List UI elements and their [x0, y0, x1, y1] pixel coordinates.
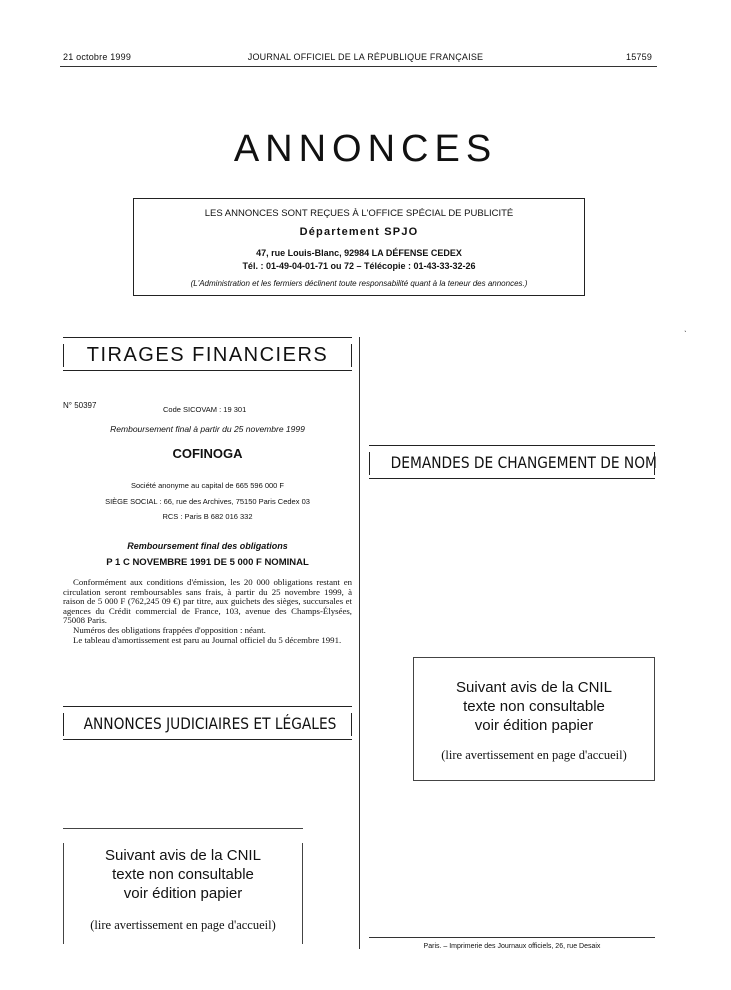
company-headquarters: SIÈGE SOCIAL : 66, rue des Archives, 75150 Paris Cedex 03 [105, 497, 310, 506]
cnil-line: texte non consultable [463, 698, 605, 715]
notice-address: 47, rue Louis-Blanc, 92984 LA DÉFENSE CEDEX [256, 248, 462, 258]
column-divider [359, 337, 360, 949]
cnil-warning: (lire avertissement en page d'accueil) [441, 748, 627, 762]
header-page-number: 15759 [626, 52, 653, 62]
section-heading-annonces [63, 706, 352, 740]
cnil-line: Suivant avis de la CNIL [105, 847, 261, 864]
announcement-body [63, 578, 352, 645]
obligations-title: Remboursement final des obligations [127, 541, 288, 551]
body-paragraph: Numéros des obligations frappées d'opposition : néant. [73, 624, 266, 635]
section-heading-demandes [369, 445, 655, 479]
cnil-line: voir édition papier [474, 717, 594, 734]
page-title: ANNONCES [233, 128, 498, 170]
body-paragraph: Le tableau d'amortissement est paru au Journal officiel du 5 décembre 1991. [73, 634, 342, 645]
obligations-subtitle: P 1 C NOVEMBRE 1991 DE 5 000 F NOMINAL [106, 557, 309, 568]
cnil-line: Suivant avis de la CNIL [456, 679, 612, 696]
cnil-line: texte non consultable [112, 866, 254, 883]
stray-mark: ˋ [684, 330, 687, 339]
cnil-notice-box [413, 657, 655, 781]
printer-imprint: Paris. – Imprimerie des Journaux officiels, 26, rue Desaix [423, 943, 601, 950]
header-date: 21 octobre 1999 [63, 52, 132, 62]
notice-line: LES ANNONCES SONT REÇUES À L'OFFICE SPÉCIAL DE PUBLICITÉ [204, 208, 514, 219]
cnil-warning: (lire avertissement en page d'accueil) [90, 918, 276, 932]
notice-phone: Tél. : 01-49-04-01-71 ou 72 – Télécopie : 01-43-33-32-26 [242, 261, 476, 271]
cnil-notice-box [63, 828, 303, 952]
notice-department: Département SPJO [299, 226, 419, 238]
sicovam-code: Code SICOVAM : 19 301 [163, 405, 247, 414]
reimbursement-date: Remboursement final à partir du 25 novembre 1999 [110, 424, 305, 434]
header-rule [60, 66, 657, 67]
cnil-line: voir édition papier [123, 885, 243, 902]
section-heading-text: ANNONCES JUDICIAIRES ET LÉGALES [83, 714, 337, 733]
footer-rule [369, 937, 655, 938]
announcement-number: N° 50397 [63, 401, 97, 410]
company-capital: Société anonyme au capital de 665 596 000 F [130, 481, 285, 490]
section-heading-tirages: TIRAGES FINANCIERS [63, 337, 352, 371]
notice-disclaimer: (L'Administration et les fermiers déclinent toute responsabilité quant à la teneur des annonces.) [190, 279, 528, 288]
company-rcs: RCS : Paris B 682 016 332 [162, 512, 253, 521]
section-heading-text: DEMANDES DE CHANGEMENT DE NOM [390, 453, 657, 472]
body-paragraph: Conformément aux conditions d'émission, les 20 000 obligations restant en circulation seront remboursables sans frais, à partir du 25 novembre 1999, à raison de 5 000 F (762,245 09 €) par titre, aux guichets des sièges, succursales et agences du Crédit commercial de France, 103, avenue des Champs-Élysées, 75008 Paris. [63, 577, 352, 626]
publicity-notice-box [133, 198, 585, 296]
header-journal-title: JOURNAL OFFICIEL DE LA RÉPUBLIQUE FRANÇAISE [247, 52, 484, 62]
company-name: COFINOGA [172, 446, 243, 461]
